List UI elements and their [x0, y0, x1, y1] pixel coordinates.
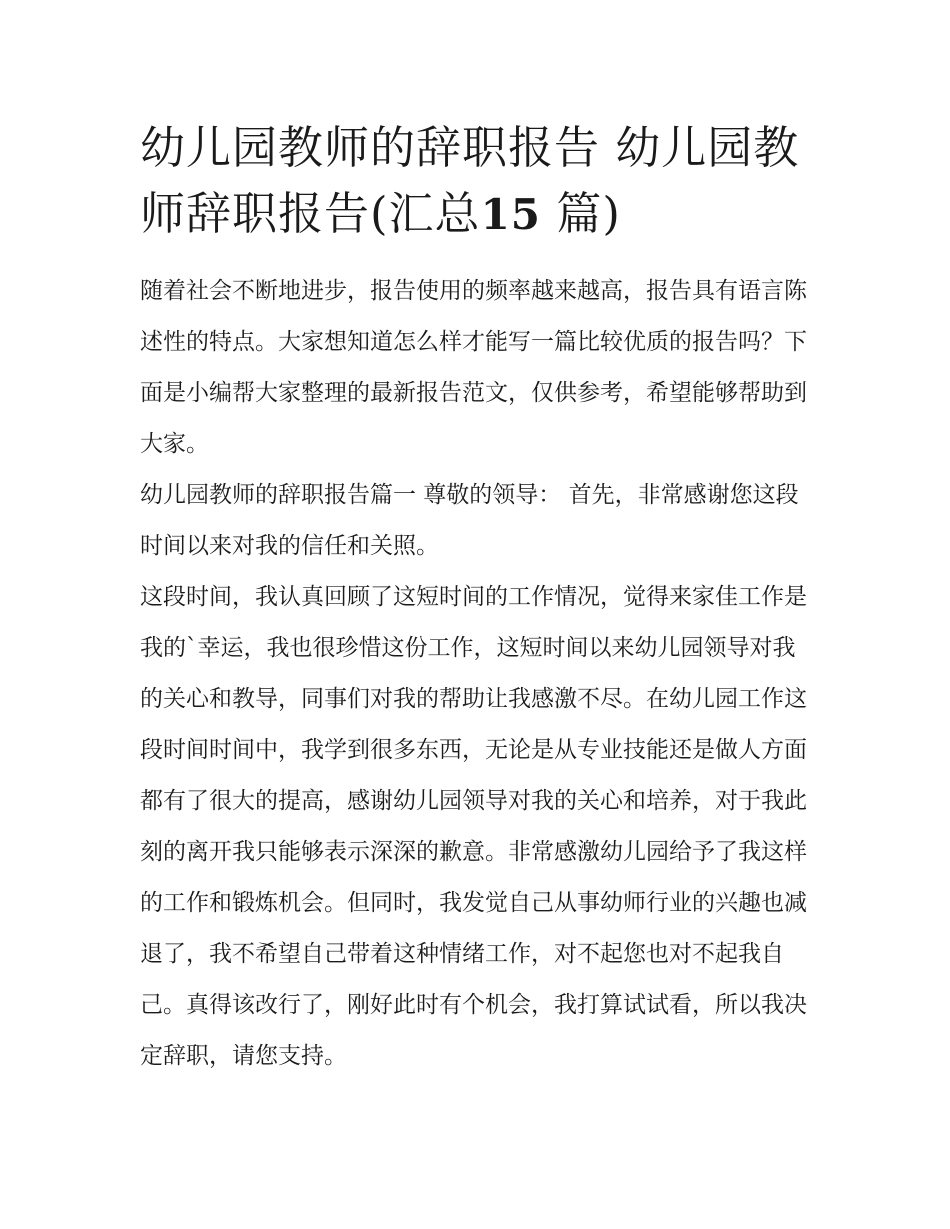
- title-text-part2: 篇): [556, 187, 621, 240]
- letter-opening-paragraph: 幼儿园教师的辞职报告篇一 尊敬的领导： 首先，非常感谢您这段时间以来对我的信任和关照。: [140, 482, 799, 559]
- intro-paragraph: 随着社会不断地进步，报告使用的频率越来越高，报告具有语言陈述性的特点。大家想知道怎么样才能写一篇比较优质的报告吗？下面是小编帮大家整理的最新报告范文，仅供参考，希望能够帮助到大家。: [140, 278, 807, 457]
- letter-body-paragraph: 这段时间，我认真回顾了这短时间的工作情况，觉得来家佳工作是我的`幸运，我也很珍惜这份工作，这短时间以来幼儿园领导对我的关心和教导，同事们对我的帮助让我感激不尽。在幼儿园工作这段时间时间中，我学到很多东西，无论是从专业技能还是做人方面都有了很大的提高，感谢幼儿园领导对我的关心和培养，对于我此刻的离开我只能够表示深深的歉意。非常感激幼儿园给予了我这样的工作和锻炼机会。但同时，我发觉自己从事幼师行业的兴趣也减退了，我不希望自己带着这种情绪工作，对不起您也对不起我自己。真得该改行了，刚好此时有个机会，我打算试试看，所以我决定辞职，请您支持。: [140, 584, 807, 1069]
- document-title: [140, 115, 812, 248]
- title-number: 15: [480, 190, 542, 239]
- document-body: [140, 115, 812, 1082]
- title-text-part1: 幼儿园教师的辞职报告 幼儿园教师辞职报告(汇总: [140, 121, 800, 240]
